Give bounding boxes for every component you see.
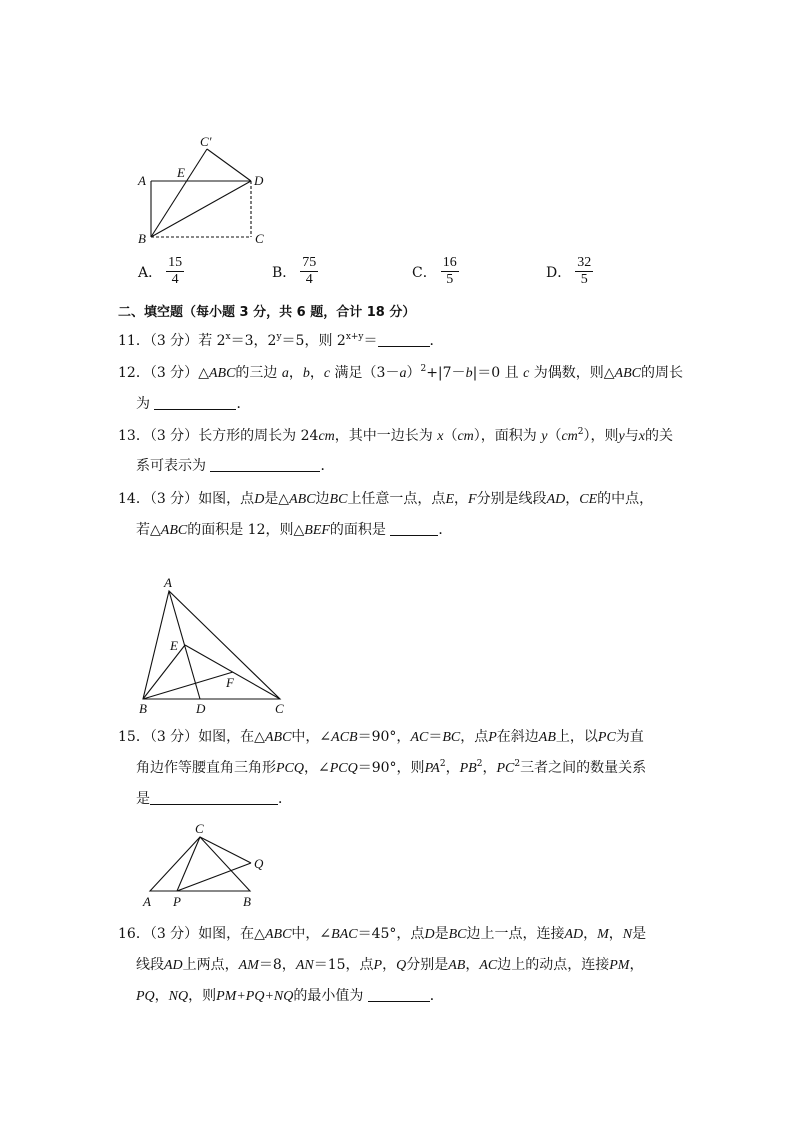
option-d-denominator: 5: [580, 272, 588, 287]
q16-text-18: ，: [154, 988, 169, 1004]
option-a[interactable]: [138, 255, 184, 288]
q13-text-7: 与: [624, 428, 639, 444]
question-14-cont: [136, 520, 736, 541]
q12-end: ．: [236, 396, 251, 412]
q16-BAC: BAC: [331, 927, 358, 942]
q11-answer-blank[interactable]: [378, 332, 430, 347]
q13-text-1: 长方形的周长为 24: [198, 428, 319, 444]
q15-text-13: 是: [136, 791, 150, 807]
q15-sq-2: 2: [476, 759, 483, 769]
q12-number: 12．: [118, 365, 150, 381]
option-c[interactable]: [412, 255, 459, 288]
q12-a-2: a: [399, 366, 407, 381]
q12-text-1: △: [198, 365, 209, 381]
q16-ABC: ABC: [264, 927, 292, 942]
q16-text-6: ，: [583, 926, 598, 942]
q15-number: 15．: [118, 729, 150, 745]
fig2-label-A: A: [164, 575, 172, 590]
fig2-label-D: D: [196, 701, 206, 716]
q16-number: 16．: [118, 926, 150, 942]
q16-text-2: 中，∠: [291, 926, 332, 942]
q15-end: ．: [278, 791, 292, 807]
option-d-fraction: [575, 255, 593, 288]
q14-text-10: 的面积是 12，则△: [187, 522, 305, 538]
q13-cm-3: cm: [561, 429, 578, 444]
q14-text-2: 是△: [264, 491, 290, 507]
q13-square: 2: [577, 427, 584, 437]
option-a-letter: A．: [138, 264, 163, 281]
q15-sq-3: 2: [514, 759, 521, 769]
q14-end: ．: [438, 522, 453, 538]
option-c-numerator: 16: [442, 255, 457, 270]
q13-text-8: 的关: [644, 428, 673, 444]
fig3-label-Q: Q: [254, 856, 264, 871]
figure-1-rectangle-fold: [130, 125, 280, 250]
q16-AD: AD: [564, 927, 584, 942]
q13-score: （3 分）: [149, 428, 199, 444]
question-11: [118, 331, 718, 351]
section-title: 二、填空题（每小题 3 分，共 6 题，合计 18 分）: [118, 305, 416, 320]
q16-AD-2: AD: [164, 958, 183, 973]
q15-answer-blank[interactable]: [150, 790, 278, 805]
fig1-label-B: B: [138, 231, 146, 246]
question-13-cont: [136, 456, 736, 476]
option-b-letter: B．: [272, 264, 297, 281]
q16-P: P: [373, 958, 383, 973]
q15-text-10: ，∠: [304, 760, 330, 776]
q16-text-16: 边上的动点，连接: [497, 957, 610, 973]
q14-E: E: [445, 492, 454, 507]
q13-text-3: （: [443, 428, 458, 444]
q12-answer-blank[interactable]: [154, 395, 236, 410]
q12-a: a: [281, 366, 289, 381]
q16-PM-sum: PM+PQ+NQ: [216, 989, 294, 1004]
fig1-label-E: E: [177, 165, 185, 180]
q13-text-2: ，其中一边长为: [334, 428, 433, 444]
q16-text-20: 的最小值为: [293, 988, 364, 1004]
q12-score: （3 分）: [149, 365, 199, 381]
q13-text-5: （: [547, 428, 562, 444]
q16-PM: PM: [609, 958, 630, 973]
q14-text-6: 分别是线段: [476, 491, 547, 507]
q12-text-8: 的周长: [641, 365, 683, 381]
option-d[interactable]: [546, 255, 593, 288]
q14-text-11: 的面积是: [329, 522, 386, 538]
q13-x: x: [437, 429, 444, 444]
q16-text-10: 上两点，: [182, 957, 239, 973]
q12-text-2: 的三边: [235, 365, 278, 381]
figure-2-triangle-midpoints: [130, 575, 300, 720]
q15-text-2: 中，∠: [291, 729, 332, 745]
question-13: [118, 426, 718, 447]
option-d-numerator: 32: [577, 255, 592, 270]
q12-text-3: 满足（3－: [334, 365, 400, 381]
q12-c-2: c: [523, 366, 530, 381]
option-c-denominator: 5: [446, 272, 454, 287]
q13-text-9: 系可表示为: [136, 458, 206, 474]
q15-PA: PA: [424, 761, 440, 776]
option-c-fraction: [441, 255, 459, 288]
question-12-cont: [136, 394, 736, 414]
q16-text-12: ＝15，点: [313, 957, 374, 973]
q14-BEF: BEF: [304, 523, 330, 538]
question-16: [118, 924, 718, 945]
q16-text-4: 是: [434, 926, 449, 942]
fig2-label-C: C: [275, 701, 284, 716]
fig1-label-A: A: [138, 173, 146, 188]
q15-text-4: ＝: [428, 729, 443, 745]
q12-text-7: 为偶数，则△: [533, 365, 615, 381]
q15-text-11: ＝90°，则: [357, 760, 425, 776]
q15-PCQ: PCQ: [276, 761, 304, 776]
q15-AB: AB: [538, 730, 556, 745]
q15-score: （3 分）: [149, 729, 199, 745]
q14-text-3: 边: [315, 491, 330, 507]
q15-text-3: ＝90°，: [357, 729, 411, 745]
q15-AC: AC: [410, 730, 429, 745]
option-d-letter: D．: [546, 264, 572, 281]
q11-exp-x: x: [225, 332, 231, 342]
q15-comma-1: ，: [445, 760, 460, 776]
q13-text-6: ），则: [583, 428, 619, 444]
fig1-label-C: C: [255, 231, 264, 246]
q13-x-2: x: [638, 429, 645, 444]
option-c-letter: C．: [412, 264, 437, 281]
q16-text-1: 如图，在△: [198, 926, 265, 942]
q15-ACB: ACB: [331, 730, 358, 745]
option-a-denominator: 4: [171, 272, 179, 287]
q16-AN: AN: [295, 958, 314, 973]
q13-answer-blank[interactable]: [210, 457, 320, 472]
q14-score: （3 分）: [149, 491, 199, 507]
q14-F: F: [468, 492, 477, 507]
q11-text-3: ＝5，则 2: [281, 333, 346, 349]
question-15: [118, 727, 718, 748]
question-15-cont: [136, 758, 736, 779]
fig3-label-C: C: [195, 821, 204, 836]
q12-c: c: [323, 366, 331, 381]
option-b[interactable]: [272, 255, 318, 288]
q14-text-9: 若△: [136, 522, 161, 538]
q15-text-1: 如图，在△: [198, 729, 265, 745]
q13-y: y: [541, 429, 548, 444]
q12-abc: ABC: [208, 366, 236, 381]
q12-text-4: ）: [406, 365, 421, 381]
q14-text-5: ，: [454, 491, 468, 507]
q14-answer-blank[interactable]: [390, 521, 438, 536]
fig2-label-F: F: [226, 675, 234, 690]
q11-text-4: ＝: [363, 333, 378, 349]
q11-exp-y: y: [276, 332, 282, 342]
q15-sq-1: 2: [439, 759, 446, 769]
q14-AD: AD: [546, 492, 566, 507]
q16-D: D: [424, 927, 435, 942]
q13-y-2: y: [618, 429, 625, 444]
q16-text-14: 分别是: [406, 957, 449, 973]
q11-score: （3 分）: [149, 333, 199, 349]
q16-text-8: 是: [632, 926, 647, 942]
answer-options: [138, 255, 638, 295]
q14-ABC: ABC: [289, 492, 316, 507]
q16-PQ: PQ: [136, 989, 155, 1004]
q16-text-15: ，: [465, 957, 480, 973]
q16-AB: AB: [448, 958, 466, 973]
q16-Q: Q: [396, 958, 407, 973]
question-16-cont: [136, 955, 736, 976]
question-15-cont-2: [136, 789, 736, 809]
q12-square: 2: [420, 364, 427, 374]
q13-text-4: ），面积为: [473, 428, 537, 444]
q15-text-12: 三者之间的数量关系: [520, 760, 647, 776]
q16-BC: BC: [448, 927, 467, 942]
q11-number: 11．: [118, 333, 150, 349]
q16-score: （3 分）: [149, 926, 199, 942]
q15-PC-2: PC: [496, 761, 515, 776]
q13-cm: cm: [318, 429, 335, 444]
option-b-fraction: [300, 255, 318, 288]
q16-text-19: ，则: [188, 988, 217, 1004]
q16-end: ．: [429, 988, 444, 1004]
q12-text-5: +|7－: [426, 365, 466, 381]
q16-NQ: NQ: [168, 989, 189, 1004]
q15-PCQ-2: PCQ: [329, 761, 358, 776]
fig2-label-E: E: [170, 638, 178, 653]
option-b-numerator: 75: [302, 255, 317, 270]
option-a-fraction: [166, 255, 184, 288]
question-12: 12．（3 分）△ABC的三边 a，b，c 满足$(3-a)^2+|7-b|=0$ 且 c 为偶数，则△ABC的周长: [118, 364, 683, 381]
q15-comma-2: ，: [482, 760, 497, 776]
q16-AC: AC: [479, 958, 498, 973]
q15-text-8: 为直: [615, 729, 644, 745]
q15-PB: PB: [459, 761, 477, 776]
option-b-denominator: 4: [305, 272, 313, 287]
q14-D: D: [254, 492, 265, 507]
q15-text-5: ，点: [460, 729, 489, 745]
fig3-label-B: B: [243, 894, 251, 909]
q16-N: N: [622, 927, 633, 942]
q16-answer-blank[interactable]: [368, 987, 430, 1002]
q11-text-2: ＝3，2: [230, 333, 277, 349]
q12-b: b: [302, 366, 310, 381]
q16-text-9: 线段: [136, 957, 164, 973]
q15-PC: PC: [597, 730, 616, 745]
q16-text-5: 边上一点，连接: [466, 926, 565, 942]
q14-text-1: 如图，点: [198, 491, 255, 507]
q16-text-17: ，: [629, 957, 644, 973]
q12-text-6: |＝0 且: [472, 365, 519, 381]
fig3-label-P: P: [173, 894, 181, 909]
q14-CE: CE: [579, 492, 598, 507]
question-14: [118, 489, 718, 510]
figure-3-isosceles-right: [135, 818, 275, 913]
q16-text-7: ，: [608, 926, 623, 942]
q11-end: ．: [429, 333, 444, 349]
q16-AM: AM: [238, 958, 259, 973]
q14-BC: BC: [329, 492, 348, 507]
q16-text-13: ，: [382, 957, 397, 973]
q16-text-11: ＝8，: [258, 957, 296, 973]
q16-text-3: ＝45°，点: [357, 926, 425, 942]
q16-M: M: [597, 927, 609, 942]
q15-P: P: [488, 730, 497, 745]
q13-cm-2: cm: [457, 429, 474, 444]
q14-text-7: ，: [565, 491, 580, 507]
q15-text-7: 上，以: [555, 729, 598, 745]
q12-abc-2: ABC: [614, 366, 641, 381]
q14-number: 14．: [118, 491, 150, 507]
q11-exp-xy: x+y: [345, 332, 364, 342]
fig1-label-D: D: [254, 173, 264, 188]
q14-text-8: 的中点，: [597, 491, 654, 507]
q12-b-2: b: [465, 366, 473, 381]
q15-ABC: ABC: [264, 730, 292, 745]
q13-number: 13．: [118, 428, 150, 444]
q12-text-9: 为: [136, 396, 150, 412]
q13-end: ．: [320, 458, 335, 474]
q15-text-9: 角边作等腰直角三角形: [136, 760, 276, 776]
q14-text-4: 上任意一点，点: [347, 491, 446, 507]
q15-text-6: 在斜边: [496, 729, 539, 745]
q11-text-1: 若 2: [198, 333, 226, 349]
fig1-label-C-prime: C′: [200, 134, 212, 149]
fig2-label-B: B: [139, 701, 147, 716]
fig3-label-A: A: [143, 894, 151, 909]
q14-ABC-2: ABC: [160, 523, 188, 538]
option-a-numerator: 15: [168, 255, 183, 270]
question-16-cont-2: [136, 986, 736, 1007]
q15-BC: BC: [442, 730, 461, 745]
